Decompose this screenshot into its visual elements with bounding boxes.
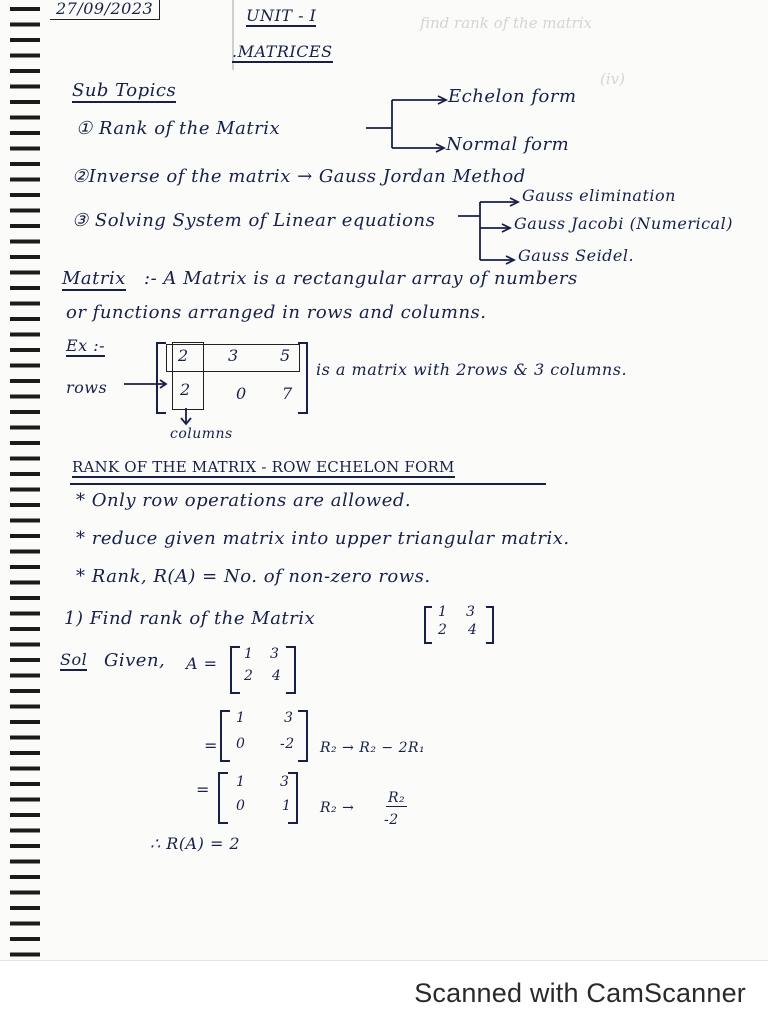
subtopic-1-branch-echelon: Echelon form (448, 86, 577, 107)
problem-statement: 1) Find rank of the Matrix (64, 608, 316, 629)
example-description: is a matrix with 2rows & 3 columns. (316, 360, 628, 379)
matrix-cell: 2 (244, 668, 254, 684)
definition-line-2: or functions arranged in rows and columns. (66, 302, 487, 323)
solution-label: Sol (60, 650, 88, 669)
row-operation-1: R₂ → R₂ − 2R₁ (320, 740, 426, 756)
rows-label: rows (66, 378, 108, 397)
rule-2: * reduce given matrix into upper triangular matrix. (76, 528, 570, 549)
bleed-through-text: (iv) (600, 70, 625, 88)
equals-sign: = (196, 780, 210, 799)
subtopics-heading: Sub Topics (72, 80, 177, 101)
given-label: Given, (104, 650, 166, 671)
matrix-cell: 1 (282, 798, 292, 814)
matrix-cell: 3 (270, 646, 280, 662)
definition-line-1: :- A Matrix is a rectangular array of numbers (144, 268, 578, 289)
matrix-cell: 2 (180, 380, 191, 399)
matrix-cell: 5 (280, 346, 291, 365)
matrix-cell: 3 (284, 710, 294, 726)
date: 27/09/2023 (50, 0, 160, 20)
row-operation-2-denominator: -2 (384, 812, 399, 828)
subtopic-1-branch-normal: Normal form (446, 134, 570, 155)
matrix-cell: 4 (272, 668, 282, 684)
matrix-cell: 4 (468, 622, 478, 638)
a-label: A = (186, 654, 218, 673)
equals-sign: = (204, 736, 218, 755)
subtopic-3: ③ Solving System of Linear equations (72, 210, 436, 231)
matrix-cell: 1 (244, 646, 254, 662)
unit-label: UNIT - I (246, 6, 317, 25)
matrix-cell: 3 (228, 346, 239, 365)
subtopic-3-branch-elimination: Gauss elimination (522, 186, 676, 205)
matrix-cell: 2 (178, 346, 189, 365)
matrix-cell: 0 (236, 798, 246, 814)
rank-result: ∴ R(A) = 2 (150, 834, 241, 853)
matrix-cell: 3 (466, 604, 476, 620)
bleed-through-text: find rank of the matrix (420, 14, 592, 32)
rank-section-heading: RANK OF THE MATRIX - ROW ECHELON FORM (72, 458, 455, 476)
subtopic-3-branch-jacobi: Gauss Jacobi (Numerical) (514, 214, 733, 233)
matrix-cell: 3 (280, 774, 290, 790)
subtopic-3-branch-seidel: Gauss Seidel. (518, 246, 635, 265)
example-label: Ex :- (66, 336, 106, 355)
matrix-cell: 1 (236, 774, 246, 790)
matrix-cell: 1 (438, 604, 448, 620)
page-title: .MATRICES (232, 42, 333, 61)
row-operation-2-numerator: R₂ (388, 790, 406, 806)
matrix-cell: 1 (236, 710, 246, 726)
matrix-cell: 7 (282, 384, 293, 403)
subtopic-1: ① Rank of the Matrix (76, 118, 281, 139)
row-operation-2: R₂ → (320, 800, 355, 816)
columns-label: columns (170, 426, 233, 442)
matrix-cell: 0 (236, 384, 247, 403)
matrix-cell: -2 (280, 736, 295, 752)
definition-term: Matrix (62, 268, 126, 289)
rule-3: * Rank, R(A) = No. of non-zero rows. (76, 566, 431, 587)
matrix-cell: 2 (438, 622, 448, 638)
matrix-cell: 0 (236, 736, 246, 752)
subtopic-2: ②Inverse of the matrix → Gauss Jordan Method (72, 166, 526, 187)
rule-1: * Only row operations are allowed. (76, 490, 412, 511)
scanner-watermark: Scanned with CamScanner (414, 978, 746, 1008)
